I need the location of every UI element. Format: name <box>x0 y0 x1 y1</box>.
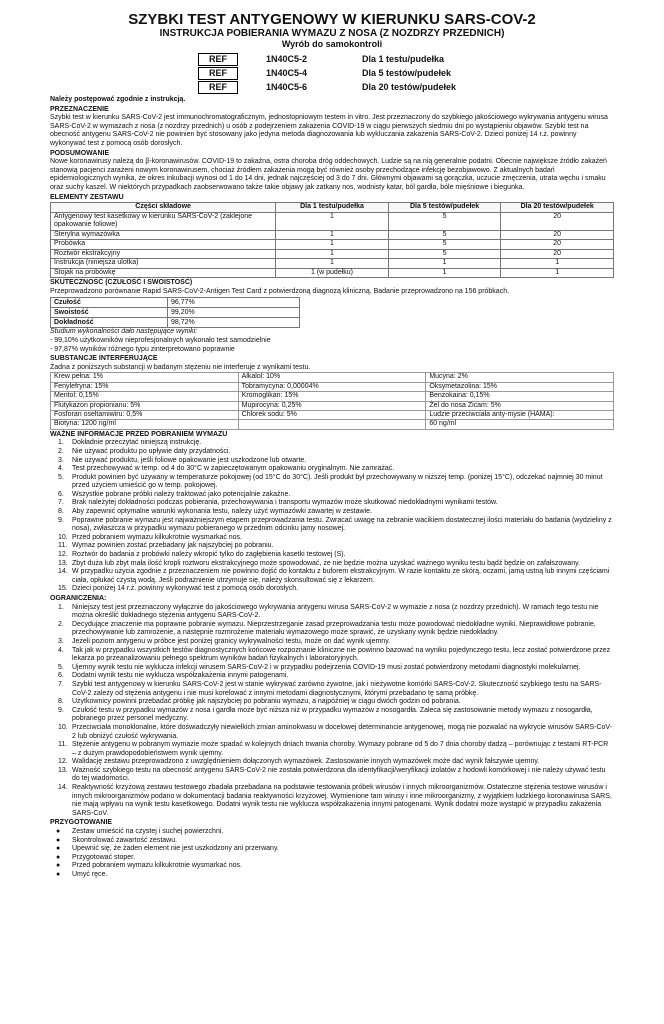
preparation-list <box>50 828 614 880</box>
table-cell: 1 <box>276 230 389 240</box>
table-row <box>51 401 614 410</box>
ref-desc: Dla 1 testu/pudełka <box>362 53 445 64</box>
table-cell: 20 <box>501 212 614 230</box>
list-item-text: Wymaz powinien zostać przebadany jak najszybciej po pobraniu. <box>72 542 274 550</box>
list-item <box>50 508 614 517</box>
section-title-purpose: PRZEZNACZENIE <box>50 105 109 113</box>
table-row <box>51 308 300 318</box>
table-row <box>51 410 614 419</box>
table-row <box>51 298 300 308</box>
list-item-number: 1. <box>58 439 64 447</box>
list-item <box>50 698 614 707</box>
table-cell: 5 <box>388 240 501 250</box>
ref-row <box>198 80 614 94</box>
list-item <box>50 534 614 543</box>
table-cell: Probówka <box>51 240 276 250</box>
document-title: SZYBKI TEST ANTYGENOWY W KIERUNKU SARS-COV-2 <box>128 11 536 28</box>
list-item-text: Wszystkie pobrane próbki należy traktować jako potencjalnie zakaźne. <box>72 490 291 498</box>
list-item <box>50 854 614 863</box>
table-cell: 5 <box>388 230 501 240</box>
table-cell: Krew pełna: 1% <box>51 373 239 382</box>
document-subtitle: INSTRUKCJA POBIERANIA WYMAZU Z NOSA (Z NOZDRZY PRZEDNICH) <box>159 28 505 39</box>
ref-row <box>198 66 614 80</box>
list-item-text: Stężenie antygenu w pobranym wymazie może spadać w kolejnych dniach trwania choroby. Wymazy pobrane od 5 do 7 dnia choroby dadzą – porównując z testami RT-PCR – z dużym prawdopodobieństwem wynik ujemny. <box>72 741 609 757</box>
purpose-text: Szybki test w kierunku SARS-CoV-2 jest immunochromatograficznym, jednostopniowym testem in vitro. Jest przeznaczony do szybkiego jakościowego wykrywania antygenu wirusa SARS-CoV-2 w wymazach z nosa (z nozdrzy przednich) u osób z podejrzeniem zakażenia COVID-19 w ciągu pierwszych siedmiu dni po wystąpieniu objawów. Szybki test na obecność antygenu SARS-CoV-2 nie powinien być stosowany jako jedyna metoda diagnozowania lub wykluczania zakażenia SARS-CoV-2. Dzieci poniżej 14 r.ż. powinny wykonywać test z pomocą osób dorosłych. <box>50 114 608 147</box>
ref-code: 1N40C5-6 <box>266 81 308 92</box>
list-item-number: 10. <box>58 533 68 541</box>
section-title-interference: SUBSTANCJE INTERFERUJĄCE <box>50 355 158 363</box>
list-item <box>50 758 614 767</box>
list-item-number: 12. <box>58 551 68 559</box>
table-cell <box>238 420 426 429</box>
list-item-text: Upewnić się, że żaden element nie jest uszkodzony ani przerwany. <box>72 845 279 853</box>
list-item-text: Walidację zestawu przeprowadzono z uwzględnieniem dołączonych wymazówek. Zastosowanie innych wymazówek może dać wynik fałszywie ujemny. <box>72 758 540 766</box>
list-item-text: Ważność szybkiego testu na obecność antygenu SARS-CoV-2 nie została potwierdzona dla identyfikacji/weryfikacji izolatów z hodowli komórkowej i nie należy używać testu do tej wiadomości. <box>72 766 606 783</box>
table-cell: 1 <box>501 268 614 278</box>
list-item-text: Poprawne pobranie wymazu jest najważniejszym etapem przeprowadzania testu. Zwracać uwagę na zebranie wacikiem dostatecznej ilości materiału do badania (wydzieliny z nosa), zwłaszcza w przypadku wymazu pobieranego w przednim odcinku jamy nosowej. <box>72 516 612 533</box>
list-item-text: Produkt powinien być używany w temperaturze pokojowej (od 15°C do 30°C). Jeśli produkt był przechowywany w niższej temp. (poniżej 15°C), odczekać najmniej 30 minut przed użyciem umieścić go w temp. pokojowej. <box>72 473 603 490</box>
table-cell: 60 ng/ml <box>426 420 614 429</box>
list-item <box>50 585 614 594</box>
product-type: Wyrób do samokontroli <box>281 39 383 49</box>
table-cell: 20 <box>501 240 614 250</box>
list-item-text: Dokładnie przeczytać niniejszą instrukcję. <box>72 439 202 447</box>
intro-note: Należy postępować zgodnie z instrukcją. <box>50 96 186 103</box>
list-item-text: Przed pobraniem wymazu kilkukrotnie wysmarkać nos. <box>72 533 243 541</box>
table-cell: Czułość <box>51 298 168 308</box>
table-cell: Instrukcja (niniejsza ulotka) <box>51 259 276 269</box>
table-row <box>51 420 614 429</box>
table-cell: Mentol: 0,15% <box>51 392 239 401</box>
list-item-number: 15. <box>58 585 68 593</box>
table-row <box>51 318 300 328</box>
table-cell: Chlorek sodu: 5% <box>238 410 426 419</box>
table-header: Dla 20 testów/pudełek <box>501 203 614 213</box>
list-item <box>50 474 614 491</box>
ref-list <box>198 52 614 94</box>
section-title-accuracy: SKUTECZNOŚĆ (CZUŁOŚĆ I SWOISTOŚĆ) <box>50 279 193 287</box>
list-item-number: 2. <box>58 447 64 455</box>
list-item <box>50 551 614 560</box>
list-item <box>50 491 614 500</box>
list-item <box>50 568 614 585</box>
list-item-text: Zestaw umieścić na czystej i suchej powierzchni. <box>72 828 224 836</box>
list-item-number: 4. <box>58 646 64 654</box>
table-cell: 5 <box>388 212 501 230</box>
table-header-row <box>51 203 614 213</box>
list-item-number: 13. <box>58 559 68 567</box>
list-item-number: 6. <box>58 672 64 680</box>
table-cell: 1 <box>276 240 389 250</box>
list-item-text: Jeżeli poziom antygenu w próbce jest poniżej granicy wykrywalności testu, może on dać wynik ujemny. <box>72 637 391 645</box>
list-item <box>50 604 614 621</box>
table-cell: Stojak na probówkę <box>51 268 276 278</box>
section-title-summary: PODSUMOWANIE <box>50 149 110 157</box>
bullet-icon: ● <box>56 845 61 853</box>
list-item <box>50 724 614 741</box>
list-item-number: 14. <box>58 784 68 792</box>
list-item-number: 4. <box>58 465 64 473</box>
table-cell: Alkalol: 10% <box>238 373 426 382</box>
table-cell: Dokładność <box>51 318 168 328</box>
list-item <box>50 621 614 638</box>
list-item-text: Użytkownicy powinni przebadać próbkę jak najszybciej po pobraniu wymazu, a najpóźniej w ciągu dwóch godzin od pobrania. <box>72 698 461 706</box>
table-cell: Roztwór ekstrakcyjny <box>51 249 276 259</box>
list-item <box>50 837 614 846</box>
ref-row <box>198 52 614 66</box>
table-cell: Ludzie przeciwciała anty-mysie (HAMA): <box>426 410 614 419</box>
table-cell: 1 <box>388 268 501 278</box>
list-item <box>50 741 614 758</box>
table-cell: Mupirocyna: 0,25% <box>238 401 426 410</box>
list-item-text: Umyć ręce. <box>72 871 108 878</box>
ref-desc: Dla 5 testów/pudełek <box>362 67 452 78</box>
list-item-text: Szybki test antygenowy w kierunku SARS-CoV-2 jest w stanie wykrywać zarówno żywotne, jak i nieżywotne komórki SARS-CoV-2. Skuteczność szybkiego testu na SARS-CoV-2 zależy od stężenia antygenu i nie musi korelować z innymi metodami diagnostycznymi, którymi przebadano tę samą próbkę. <box>72 680 602 697</box>
table-cell: Żel do nosa Zicam: 5% <box>426 401 614 410</box>
table-cell: 20 <box>501 249 614 259</box>
list-item <box>50 465 614 474</box>
list-item-number: 7. <box>58 499 64 507</box>
table-cell: Tobramycyna: 0,00004% <box>238 382 426 391</box>
ref-desc: Dla 20 testów/pudełek <box>362 81 457 92</box>
list-item-number: 3. <box>58 456 64 464</box>
table-cell: 98,72% <box>168 318 300 328</box>
table-cell: 1 <box>276 259 389 269</box>
list-item-text: Zbyt duża lub zbyt mała ilość kropli roztworu ekstrakcyjnego może spowodować, że nie będzie można uzyskać ważnego wyniku testu bądź będzie on zafałszowany. <box>72 559 581 567</box>
ref-code: 1N40C5-4 <box>266 67 308 78</box>
table-cell: Biotyna: 1200 ng/ml <box>51 420 239 429</box>
list-item <box>50 448 614 457</box>
list-item-text: Dodatni wynik testu nie wyklucza współzakażenia innymi patogenami. <box>72 672 289 680</box>
list-item-text: Przeciwciała monoklonalne, które doświadczyły niewielkich zmian aminokwasu w docelowej determinancie antygenowej, mogą nie pozwalać na wykrycie wirusów SARS-CoV-2 lub obniżyć czułość wykrywania. <box>72 723 613 740</box>
list-item-text: Test przechowywać w temp. od 4 do 30°C w zapieczętowanym opakowaniu oryginalnym. Nie zamrażać. <box>72 465 395 473</box>
list-item <box>50 862 614 871</box>
list-item-number: 14. <box>58 568 68 576</box>
table-row <box>51 268 614 278</box>
table-cell: 5 <box>388 249 501 259</box>
list-item <box>50 707 614 724</box>
ref-code: 1N40C5-2 <box>266 53 308 64</box>
table-header: Dla 1 testu/pudełka <box>276 203 389 213</box>
list-item-text: Nie używać produktu, jeśli foliowe opakowanie jest uszkodzone lub otwarte. <box>72 456 307 464</box>
list-item-number: 11. <box>58 542 68 550</box>
table-cell: Antygenowy test kasetkowy w kierunku SARS-CoV-2 (zaklejone opakowanie foliowe) <box>51 212 276 230</box>
bullet-icon: ● <box>56 871 61 878</box>
list-item-text: Decydujące znaczenie ma poprawne pobranie wymazu. Nieprzestrzeganie zasad przeprowadzania testu może powodować niedokładne wyniki. Nieprawidłowe pobranie, przechowywanie lub zamrożenie, a następnie rozmrożenie materiału wymazowego może sprawić, że uzyskany wynik będzie niedokładny. <box>72 620 596 637</box>
list-item-text: Przygotować stoper. <box>72 853 136 861</box>
list-item-text: Niniejszy test jest przeznaczony wyłącznie do jakościowego wykrywania antygenu wirusa SARS-CoV-2 w wymazie z nosa (z nozdrzy przednich). W ramach tego testu nie można określić dokładnego stężenia antygenu SARS-CoV-2. <box>72 603 599 620</box>
table-row <box>51 259 614 269</box>
table-cell: Kromoglikan: 15% <box>238 392 426 401</box>
bullet-icon: ● <box>56 836 61 844</box>
table-row <box>51 230 614 240</box>
list-item <box>50 845 614 854</box>
list-item-number: 8. <box>58 698 64 706</box>
usability-intro: Studium wykonalności dało następujące wyniki: <box>50 328 198 336</box>
list-item <box>50 681 614 698</box>
list-item-text: Przed pobraniem wymazu kilkukrotnie wysmarkać nos. <box>72 862 243 870</box>
list-item-number: 12. <box>58 758 68 766</box>
table-row <box>51 212 614 230</box>
summary-text: Nowe koronawirusy należą do β-koronawirusów. COVID-19 to zakaźna, ostra choroba dróg oddechowych. Ludzie są na nią generalnie podatni. Obecnie największe źródło zakażeń stanowią pacjenci zarażeni nowym koronawirusem, chociaż źródłem zakażenia mogą być również osoby przechodzące infekcję bezobjawowo. Z aktualnych badań epidemiologicznych wynika, że okres inkubacji wynosi od 1 do 14 dni, jednak najczęściej od 3 do 7 dni. Głównymi objawami są gorączka, uczucie zmęczenia, utrata węchu i smaku oraz suchy kaszel. W niektórych przypadkach zaobserwowano także takie objawy jak zatkany nos, wodnisty katar, ból gardła, bóle mięśniowe i biegunka. <box>50 158 607 191</box>
list-item <box>50 664 614 673</box>
list-item-text: Ujemny wynik testu nie wyklucza infekcji wirusem SARS-CoV-2 i w przypadku podejrzenia COVID-19 musi zostać potwierdzony metodami diagnostyki molekularnej. <box>72 663 581 671</box>
list-item-number: 9. <box>58 516 64 524</box>
table-row <box>51 382 614 391</box>
table-cell: Flutykazon propionianu: 5% <box>51 401 239 410</box>
ref-label: REF <box>198 81 238 94</box>
list-item <box>50 517 614 534</box>
list-item-number: 11. <box>58 741 68 749</box>
table-cell: 1 (w pudełku) <box>276 268 389 278</box>
list-item-text: Brak należytej dokładności podczas pobierania, przechowywania i transportu wymazów może skutkować niedokładnymi wynikami testów. <box>72 499 498 507</box>
table-cell: Swoistość <box>51 308 168 318</box>
table-row <box>51 373 614 382</box>
section-title-kit: ELEMENTY ZESTAWU <box>50 193 124 201</box>
table-cell: 20 <box>501 230 614 240</box>
table-cell: Fosforan oseltamiwiru: 0,5% <box>51 410 239 419</box>
section-title-limitations: OGRANICZENIA: <box>50 595 107 602</box>
list-item-number: 10. <box>58 723 68 731</box>
list-item <box>50 560 614 569</box>
list-item-text: Czułość testu w przypadku wymazów z nosa i gardła może być niższa niż w przypadku wymazów z nosogardła. Zaleca się zastosowanie metody wymazu z nosogardła, pobranego przez personel medyczny. <box>72 706 593 723</box>
accuracy-text: Przeprowadzono porównanie Rapid SARS-CoV-2-Antigen Test Card z potwierdzoną diagnozą kliniczną. Badanie przeprowadzono na 156 próbkach. <box>50 287 510 295</box>
limitations-list <box>50 604 614 819</box>
table-cell: Fenylefryna: 15% <box>51 382 239 391</box>
list-item-text: Roztwór do badania z probówki należy wkropić tylko do zagłębienia kasetki testowej (S). <box>72 551 346 559</box>
list-item-number: 3. <box>58 637 64 645</box>
bullet-icon: ● <box>56 853 61 861</box>
table-cell: 1 <box>276 212 389 230</box>
bullet-icon: ● <box>56 862 61 870</box>
list-item-number: 13. <box>58 766 68 774</box>
accuracy-table <box>50 297 300 328</box>
important-list <box>50 439 614 594</box>
list-item-number: 2. <box>58 620 64 628</box>
list-item-text: Dzieci poniżej 14 r.ż. powinny wykonywać test z pomocą osób dorosłych. <box>72 585 299 593</box>
interference-table <box>50 372 614 429</box>
list-item <box>50 457 614 466</box>
list-item-text: Reaktywność krzyżową zestawu testowego zbadała przebadana na podstawie testowania próbek wirusów i innych mikroorganizmów. Ostateczne stężenia testowe wirusów i innych mikroorganizmów podano w dokumentacji badania reaktywności krzyżowej. Wymienione tam wirusy i inne mikroorganizmy, z wyjątkiem ludzkiego koronawirusa SARS, nie mają wpływu na wynik testu kasetkowego. Dodatni wynik testu nie wyklucza współzakażenia innymi patogenami. Wynik dodatni może wystąpić w przypadku zakażenia SARS-CoV. <box>72 784 612 817</box>
list-item <box>50 638 614 647</box>
table-cell: Mucyna: 2% <box>426 373 614 382</box>
section-title-preparation: PRZYGOTOWANIE <box>50 819 113 827</box>
list-item-text: Nie używać produktu po upływie daty przydatności. <box>72 447 231 455</box>
table-cell: 1 <box>501 259 614 269</box>
list-item <box>50 499 614 508</box>
list-item-text: Aby zapewnić optymalne warunki wykonania testu, należy użyć wymazówki zawartej w zestawie. <box>72 508 372 516</box>
table-cell: Benzokaina: 0,15% <box>426 392 614 401</box>
kit-table <box>50 202 614 278</box>
list-item <box>50 672 614 681</box>
list-item-text: Tak jak w przypadku wszystkich testów diagnostycznych końcowe rozpoznanie kliniczne nie powinno bazować na wyniku pojedynczego testu, lecz zostać potwierdzone przez lekarza po przeanalizowaniu pełnego spektrum wyników badań fizykalnych i laboratoryjnych. <box>72 646 611 663</box>
table-cell: 99,20% <box>168 308 300 318</box>
list-item-text: Skontrolować zawartość zestawu. <box>72 836 178 844</box>
list-item-number: 1. <box>58 603 64 611</box>
list-item <box>50 871 614 880</box>
ref-label: REF <box>198 53 238 66</box>
list-item-text: W przypadku użycia zgodnie z przeznaczeniem nie powinno dojść do kontaktu z buforem ekstrakcyjnym. W razie kontaktu ze skórą, oczami, jamą ustną lub innymi częściami ciała, opłukać czystą wodą. Jeśli podrażnienie utrzymuje się, należy skonsultować się z lekarzem. <box>72 568 610 584</box>
table-cell: 1 <box>388 259 501 269</box>
table-header: Części składowe <box>51 203 276 213</box>
list-item-number: 5. <box>58 663 64 671</box>
list-item-number: 8. <box>58 508 64 516</box>
table-cell: 96,77% <box>168 298 300 308</box>
section-title-important: WAŻNE INFORMACJE PRZED POBRANIEM WYMAZU <box>50 430 228 438</box>
list-item-number: 6. <box>58 490 64 498</box>
usability-line: - 97,87% wyników różnego typu zinterpretowano poprawnie <box>50 345 235 353</box>
table-header: Dla 5 testów/pudełek <box>388 203 501 213</box>
table-row <box>51 249 614 259</box>
table-row <box>51 392 614 401</box>
table-cell: 1 <box>276 249 389 259</box>
ref-label: REF <box>198 67 238 80</box>
list-item <box>50 439 614 448</box>
list-item <box>50 542 614 551</box>
list-item-number: 5. <box>58 473 64 481</box>
list-item-number: 9. <box>58 706 64 714</box>
list-item <box>50 647 614 664</box>
interference-text: Żadna z poniższych substancji w badanym stężeniu nie interferuje z wynikami testu. <box>50 363 311 371</box>
usability-line: - 99,10% użytkowników nieprofesjonalnych wykonało test samodzielnie <box>50 336 271 344</box>
list-item <box>50 767 614 784</box>
list-item <box>50 828 614 837</box>
bullet-icon: ● <box>56 828 61 836</box>
list-item <box>50 784 614 818</box>
list-item-number: 7. <box>58 680 64 688</box>
table-cell: Oksymetazolina: 15% <box>426 382 614 391</box>
table-cell: Sterylna wymazówka <box>51 230 276 240</box>
table-row <box>51 240 614 250</box>
